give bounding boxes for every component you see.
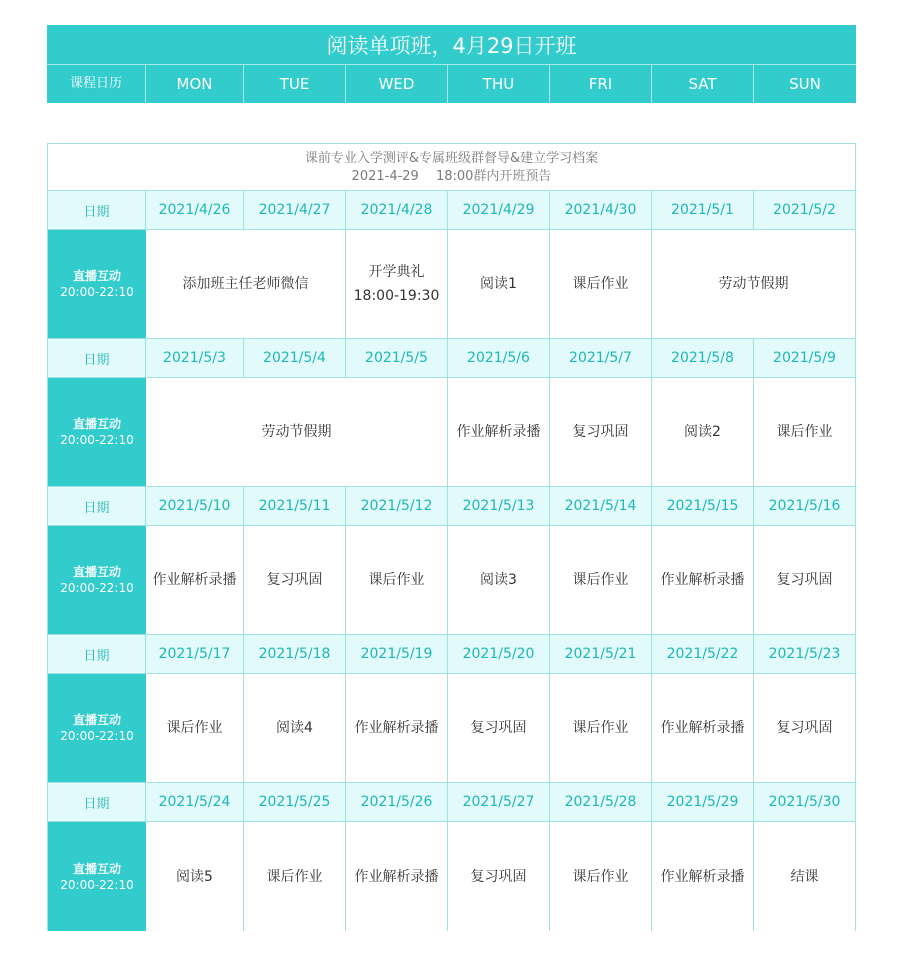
date-cell: 2021/5/2 (754, 191, 855, 230)
date-cell: 2021/5/8 (652, 339, 754, 378)
weekday-fri: FRI (549, 65, 651, 103)
live-session-time: 20:00-22:10 (60, 285, 134, 299)
date-cell: 2021/5/24 (146, 783, 244, 822)
activity-text: 复习巩固 (470, 868, 527, 885)
live-session-title: 直播互动 (72, 417, 121, 431)
activity-cell (244, 822, 346, 931)
activity-cell (146, 822, 244, 931)
date-cell: 2021/5/3 (146, 339, 244, 378)
activity-time: 18:00-19:30 (353, 288, 440, 304)
activity-text: 课后作业 (572, 276, 629, 292)
activity-cell (244, 674, 346, 783)
date-cell: 2021/4/29 (448, 191, 550, 230)
activity-text: 复习巩固 (776, 572, 833, 588)
activity-cell (346, 526, 448, 635)
date-row-label: 日期 (48, 191, 146, 230)
activity-text: 课后作业 (776, 424, 833, 440)
live-session-time: 20:00-22:10 (60, 581, 134, 595)
activity-text: 作业解析录播 (660, 868, 745, 885)
date-cell: 2021/5/29 (652, 783, 754, 822)
date-row-label: 日期 (48, 635, 146, 674)
activity-text: 阅读5 (176, 868, 213, 885)
activity-cell (652, 674, 754, 783)
notice-line-2: 2021-4-29 18:00群内开班预告 (351, 169, 552, 184)
activity-text: 课后作业 (266, 868, 323, 885)
activity-text: 课后作业 (572, 572, 629, 588)
activity-cell (346, 822, 448, 931)
date-cell: 2021/5/18 (244, 635, 346, 674)
activity-text: 作业解析录播 (152, 572, 237, 588)
activity-cell (550, 674, 652, 783)
activity-cell (550, 526, 652, 635)
date-cell: 2021/4/27 (244, 191, 346, 230)
activity-text: 结课 (790, 868, 819, 885)
date-cell: 2021/5/14 (550, 487, 652, 526)
activity-text: 作业解析录播 (354, 868, 439, 885)
live-session-title: 直播互动 (72, 565, 121, 579)
live-session-time: 20:00-22:10 (60, 729, 134, 743)
weekday-header-row (47, 65, 856, 103)
date-cell: 2021/5/15 (652, 487, 754, 526)
activity-cell (448, 674, 550, 783)
live-session-title: 直播互动 (72, 713, 121, 727)
activity-text: 复习巩固 (470, 720, 527, 736)
activity-cell (652, 378, 754, 487)
live-session-time: 20:00-22:10 (60, 877, 134, 892)
live-session-label (48, 378, 146, 487)
weekday-sun: SUN (753, 65, 856, 103)
activity-text: 作业解析录播 (456, 424, 541, 440)
activity-cell (754, 378, 855, 487)
date-cell: 2021/5/17 (146, 635, 244, 674)
activity-cell (146, 526, 244, 635)
activity-text: 课后作业 (368, 572, 425, 588)
activity-cell (346, 230, 448, 339)
live-session-time: 20:00-22:10 (60, 433, 134, 447)
activity-cell (146, 230, 346, 339)
activity-text: 复习巩固 (776, 720, 833, 736)
date-cell: 2021/5/4 (244, 339, 346, 378)
date-cell: 2021/5/30 (754, 783, 855, 822)
activity-text: 劳动节假期 (718, 276, 789, 292)
activity-cell (448, 822, 550, 931)
live-session-label (48, 230, 146, 339)
date-cell: 2021/5/6 (448, 339, 550, 378)
activity-cell (448, 230, 550, 339)
activity-text: 作业解析录播 (660, 720, 745, 736)
date-cell: 2021/5/19 (346, 635, 448, 674)
date-cell: 2021/5/1 (652, 191, 754, 230)
schedule-header (47, 25, 856, 103)
activity-text: 阅读4 (276, 720, 313, 736)
date-cell: 2021/5/25 (244, 783, 346, 822)
activity-text: 添加班主任老师微信 (182, 276, 309, 292)
weekday-thu: THU (447, 65, 549, 103)
calendar-label: 课程日历 (69, 76, 122, 91)
weekday-wed: WED (345, 65, 447, 103)
activity-text: 劳动节假期 (261, 424, 332, 440)
activity-cell (754, 822, 855, 931)
activity-text: 复习巩固 (266, 572, 323, 588)
date-row-label: 日期 (48, 783, 146, 822)
activity-cell (754, 674, 855, 783)
activity-text: 课后作业 (572, 720, 629, 736)
activity-cell (146, 674, 244, 783)
date-cell: 2021/4/30 (550, 191, 652, 230)
date-cell: 2021/5/23 (754, 635, 855, 674)
weekday-sat: SAT (651, 65, 753, 103)
date-cell: 2021/5/12 (346, 487, 448, 526)
live-session-label (48, 822, 146, 931)
date-cell: 2021/5/22 (652, 635, 754, 674)
date-cell: 2021/5/7 (550, 339, 652, 378)
live-session-title: 直播互动 (72, 861, 121, 876)
date-row-label: 日期 (48, 339, 146, 378)
activity-cell (550, 230, 652, 339)
activity-text: 课后作业 (572, 868, 629, 885)
activity-text: 开学典礼 (368, 264, 425, 280)
date-cell: 2021/5/5 (346, 339, 448, 378)
weekday-mon: MON (145, 65, 243, 103)
date-cell: 2021/5/10 (146, 487, 244, 526)
date-cell: 2021/5/27 (448, 783, 550, 822)
activity-text: 作业解析录播 (354, 720, 439, 736)
activity-cell (448, 378, 550, 487)
activity-cell (754, 526, 855, 635)
date-cell: 2021/5/26 (346, 783, 448, 822)
activity-text: 阅读2 (684, 424, 721, 440)
activity-text: 作业解析录播 (660, 572, 745, 588)
schedule-table (47, 143, 856, 931)
activity-text: 课后作业 (166, 720, 223, 736)
notice-line-1: 课前专业入学测评&专属班级群督导&建立学习档案 (304, 151, 599, 166)
activity-text: 复习巩固 (572, 424, 629, 440)
activity-text: 阅读1 (480, 276, 517, 292)
date-row-label: 日期 (48, 487, 146, 526)
live-session-label (48, 674, 146, 783)
date-cell: 2021/4/28 (346, 191, 448, 230)
date-cell: 2021/4/26 (146, 191, 244, 230)
activity-cell (550, 822, 652, 931)
date-cell: 2021/5/20 (448, 635, 550, 674)
activity-cell (146, 378, 448, 487)
activity-text: 阅读3 (480, 572, 517, 588)
date-cell: 2021/5/9 (754, 339, 855, 378)
activity-cell (448, 526, 550, 635)
activity-cell (652, 822, 754, 931)
live-session-label (48, 526, 146, 635)
activity-cell (652, 230, 855, 339)
activity-cell (652, 526, 754, 635)
live-session-title: 直播互动 (72, 269, 121, 283)
activity-cell (244, 526, 346, 635)
date-cell: 2021/5/13 (448, 487, 550, 526)
course-title: 阅读单项班，4月29日开班 (47, 25, 856, 65)
date-cell: 2021/5/21 (550, 635, 652, 674)
activity-cell (346, 674, 448, 783)
date-cell: 2021/5/28 (550, 783, 652, 822)
weekday-tue: TUE (243, 65, 345, 103)
pre-course-notice (48, 144, 855, 191)
date-cell: 2021/5/16 (754, 487, 855, 526)
date-cell: 2021/5/11 (244, 487, 346, 526)
activity-cell (550, 378, 652, 487)
